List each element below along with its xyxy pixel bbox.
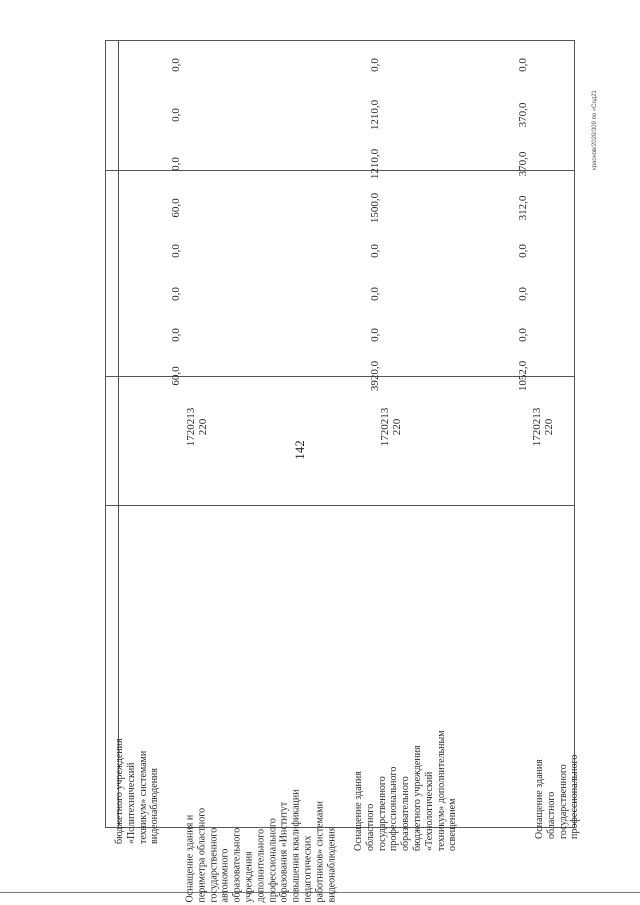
row-1-amount-5: 60,0 bbox=[170, 198, 182, 218]
page-number: 142 bbox=[292, 440, 307, 460]
column-separator bbox=[105, 186, 106, 230]
row-1-code: 1720213 220 bbox=[185, 407, 209, 447]
row-1-amount-2: 0,0 bbox=[170, 328, 182, 342]
budget-table bbox=[105, 40, 575, 828]
row-1-amount-4: 0,0 bbox=[170, 244, 182, 258]
row-3-amount-6: 370,0 bbox=[517, 151, 529, 177]
row-3-code: 1720213 220 bbox=[531, 407, 555, 447]
column-separator bbox=[105, 400, 106, 455]
row-1-description: Оснащение здания и периметра областного государственного автономного образовательного учреждения дополнительного профессионального образования «Институт повышения квалификации педагогических работников» системами видеонаблюдения bbox=[184, 789, 338, 903]
row-separator bbox=[105, 170, 575, 171]
row-2-amount-7: 1210,0 bbox=[369, 99, 381, 131]
row-3-amount-2: 0,0 bbox=[517, 328, 529, 342]
column-separator bbox=[105, 316, 106, 352]
column-separator bbox=[105, 456, 106, 535]
row-2-amount-8: 0,0 bbox=[369, 58, 381, 72]
row-separator bbox=[105, 505, 575, 506]
column-separator bbox=[105, 88, 106, 142]
row-separator bbox=[105, 376, 575, 377]
row-2-amount-2: 0,0 bbox=[369, 328, 381, 342]
row-1-amount-3: 0,0 bbox=[170, 287, 182, 301]
row-2-amount-6: 1210,0 bbox=[369, 148, 381, 180]
row-3-amount-8: 0,0 bbox=[517, 58, 529, 72]
page-bottom-rule bbox=[0, 892, 640, 893]
row-3-amount-5: 312,0 bbox=[517, 195, 529, 221]
row-2-amount-3: 0,0 bbox=[369, 287, 381, 301]
row-3-amount-1: 1052,0 bbox=[517, 360, 529, 392]
document-reference: краснов/2020/309 по «Сод21 bbox=[592, 90, 598, 170]
row-1-amount-6: 0,0 bbox=[170, 157, 182, 171]
row-1-amount-7: 0,0 bbox=[170, 108, 182, 122]
row-2-code: 1720213 220 bbox=[379, 407, 403, 447]
column-separator bbox=[118, 40, 119, 828]
column-separator bbox=[105, 230, 106, 272]
column-separator bbox=[105, 492, 106, 828]
row-0-description: бюджетного учреждения «Политехнический техникум» системами видеонаблюдения bbox=[114, 738, 161, 844]
row-3-description: Оснащение здания областного государственного профессионального bbox=[534, 754, 581, 839]
column-separator bbox=[105, 272, 106, 316]
row-3-amount-3: 0,0 bbox=[517, 287, 529, 301]
row-3-amount-7: 370,0 bbox=[517, 102, 529, 128]
row-1-amount-1: 60,0 bbox=[170, 366, 182, 386]
row-2-amount-5: 1500,0 bbox=[369, 192, 381, 224]
column-separator bbox=[105, 352, 106, 400]
row-2-amount-4: 0,0 bbox=[369, 244, 381, 258]
row-3-amount-4: 0,0 bbox=[517, 244, 529, 258]
column-separator bbox=[105, 142, 106, 186]
row-2-amount-1: 3920,0 bbox=[369, 360, 381, 392]
row-2-description: Оснащение здания областного государственного профессионального образовательного бюджетного учреждения «Технологический техникум» дополнительным освещением bbox=[353, 730, 459, 851]
row-1-amount-8: 0,0 bbox=[170, 58, 182, 72]
